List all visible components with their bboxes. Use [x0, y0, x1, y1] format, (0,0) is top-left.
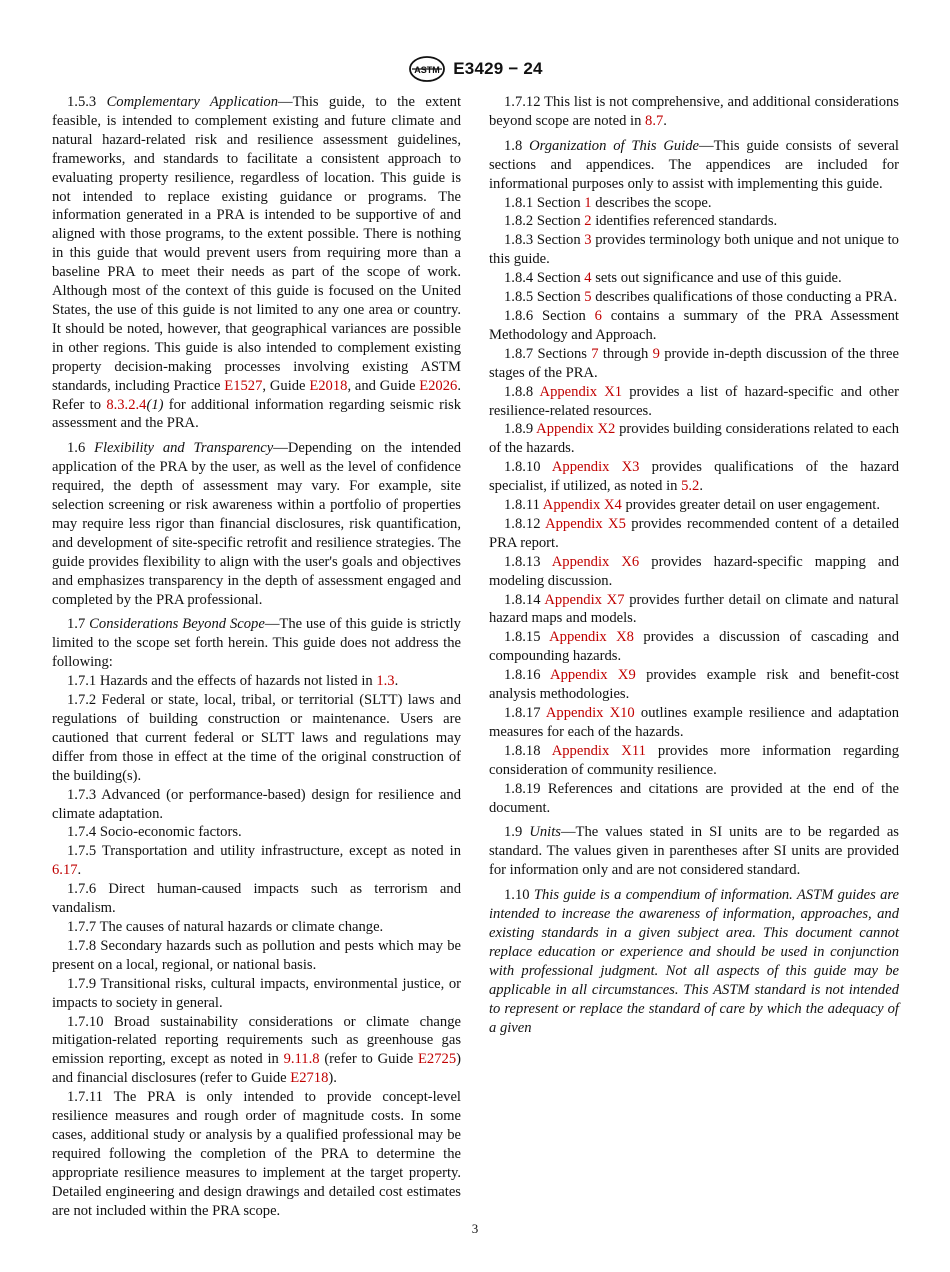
ref-e2725-link[interactable]: E2725	[418, 1051, 457, 1068]
ref-appendix-x2-link[interactable]: Appendix X2	[536, 421, 616, 438]
section-1-9: 1.9 Units—The values stated in SI units are to be regarded as standard. The values given in parentheses after SI units are provided for information only and are not considered standard.	[489, 824, 899, 879]
ref-section-5-link[interactable]: 5	[584, 289, 592, 306]
section-1-8-8: 1.8.8 Appendix X1 provides a list of hazard-specific and other resilience-related resources.	[489, 383, 899, 419]
section-1-7-8: 1.7.8 Secondary hazards such as pollution and pests which may be present on a local, regional, or national basis.	[52, 937, 461, 973]
section-1-7-6: 1.7.6 Direct human-caused impacts such as terrorism and vandalism.	[52, 881, 461, 917]
section-1-7-4: 1.7.4 Socio-economic factors.	[67, 824, 242, 841]
section-1-8-13: 1.8.13 Appendix X6 provides hazard-specific mapping and modeling discussion.	[489, 553, 900, 589]
section-1-10: 1.10 This guide is a compendium of information. ASTM guides are intended to increase the awareness of information, approaches, and existing standards in a given subject area. This document cannot replace education or experience and should be used in conjunction with professional judgment. Not all aspects of this guide may be applicable in all circumstances. This ASTM standard is not intended to represent or replace the standard of care by which the adequacy of a given	[489, 887, 899, 1036]
section-1-7-1: 1.7.1 Hazards and the effects of hazards not listed in 1.3.	[67, 673, 399, 690]
section-1-8-6: 1.8.6 Section 6 contains a summary of the PRA Assessment Methodology and Approach.	[489, 307, 899, 343]
ref-e2026-link[interactable]: E2026	[419, 377, 458, 394]
ref-appendix-x4-link[interactable]: Appendix X4	[542, 497, 622, 514]
ref-1-3-link[interactable]: 1.3	[376, 673, 395, 690]
ref-9-11-8-link[interactable]: 9.11.8	[283, 1051, 320, 1068]
ref-8-3-2-4-link[interactable]: 8.3.2.4	[106, 396, 147, 413]
ref-appendix-x1-link[interactable]: Appendix X1	[539, 383, 623, 400]
ref-8-7-link[interactable]: 8.7	[645, 112, 664, 129]
section-1-8-18: 1.8.18 Appendix X11 provides more information regarding consideration of community resilience.	[489, 742, 900, 778]
ref-6-17-link[interactable]: 6.17	[52, 862, 78, 879]
section-1-8-12: 1.8.12 Appendix X5 provides recommended content of a detailed PRA report.	[489, 515, 900, 551]
section-1-8-3: 1.8.3 Section 3 provides terminology both unique and not unique to this guide.	[489, 232, 899, 268]
section-1-7-11: 1.7.11 The PRA is only intended to provide concept-level resilience measures and rough order of magnitude costs. In some cases, additional study or analysis by a qualified professional may be required following the completion of the PRA to determine the appropriate resilience measures to implement at the target property. Detailed engineering and design drawings and detailed cost estimates are not included within the PRA scope.	[52, 1089, 461, 1219]
ref-appendix-x3-link[interactable]: Appendix X3	[551, 459, 640, 476]
ref-appendix-x7-link[interactable]: Appendix X7	[544, 591, 625, 608]
section-1-8-14: 1.8.14 Appendix X7 provides further detail on climate and natural hazard maps and models.	[489, 591, 899, 627]
section-1-7-9: 1.7.9 Transitional risks, cultural impacts, environmental justice, or impacts to society in general.	[52, 975, 461, 1011]
section-1-8-4: 1.8.4 Section 4 sets out significance and use of this guide.	[504, 270, 842, 287]
ref-section-2-link[interactable]: 2	[584, 213, 592, 230]
section-1-8-17: 1.8.17 Appendix X10 outlines example resilience and adaptation measures for each of the hazards.	[489, 705, 900, 740]
section-1-8-16: 1.8.16 Appendix X9 provides example risk and benefit-cost analysis methodologies.	[489, 667, 900, 703]
section-1-8-19: 1.8.19 References and citations are provided at the end of the document.	[489, 780, 899, 816]
ref-appendix-x9-link[interactable]: Appendix X9	[550, 667, 636, 684]
section-1-7-5: 1.7.5 Transportation and utility infrastructure, except as noted in 6.17.	[52, 843, 461, 879]
section-1-8-10: 1.8.10 Appendix X3 provides qualifications of the hazard specialist, if utilized, as noted in 5.2.	[489, 459, 899, 495]
ref-section-6-link[interactable]: 6	[594, 307, 602, 324]
section-1-5-3: 1.5.3 Complementary Application—This guide, to the extent feasible, is intended to complement existing and future climate and natural hazard-related risk and resilience assessment guidelines, frameworks, and standards to facilitate a consistent approach to evaluating property resilience, regardless of location. This guide is not intended to replace existing guidance or programs. The information generated in a PRA is intended to be supportive of and aligned with those programs, to the extent possible. There is nothing in this guide that would prevent users from requiring more than a baseline PRA to meet their needs as part of the scope of work. Although most of the context of this guide is focused on the United States, the use of this guide is not limited to any one area or country. It should be noted, however, that geographical variances are possible in other regions. This guide is also intended to complement existing property decision-making processes involving existing ASTM standards, including Practice E1527, Guide E2018, and Guide E2026. Refer to 8.3.2.4(1) for additional information regarding seismic risk assessment and the PRA.	[52, 94, 461, 432]
section-1-7-3: 1.7.3 Advanced (or performance-based) design for resilience and climate adaptation.	[52, 786, 461, 822]
ref-appendix-x5-link[interactable]: Appendix X5	[545, 515, 626, 532]
right-column	[489, 93, 899, 1037]
ref-section-9-link[interactable]: 9	[652, 345, 660, 362]
section-1-8-11: 1.8.11 Appendix X4 provides greater detail on user engagement.	[504, 497, 880, 514]
ref-appendix-x11-link[interactable]: Appendix X11	[551, 742, 646, 759]
ref-e2018-link[interactable]: E2018	[309, 377, 348, 394]
section-1-8-9: 1.8.9 Appendix X2 provides building considerations related to each of the hazards.	[489, 421, 899, 457]
section-1-8-2: 1.8.2 Section 2 identifies referenced standards.	[504, 213, 778, 230]
page-header	[0, 56, 950, 82]
svg-text:ASTM: ASTM	[414, 65, 441, 75]
left-column	[52, 93, 461, 1220]
section-1-7: 1.7 Considerations Beyond Scope—The use of this guide is strictly limited to the scope set forth herein. This guide does not address the following:	[52, 616, 461, 671]
document-id: E3429 − 24	[453, 59, 543, 78]
page-number: 3	[471, 1221, 479, 1236]
astm-logo-icon	[407, 56, 447, 82]
ref-e1527-link[interactable]: E1527	[224, 377, 263, 394]
ref-section-3-link[interactable]: 3	[584, 232, 592, 249]
ref-section-1-link[interactable]: 1	[584, 194, 592, 211]
ref-e2718-link[interactable]: E2718	[290, 1070, 329, 1087]
section-1-6: 1.6 Flexibility and Transparency—Depending on the intended application of the PRA by the user, as well as the level of confidence required, the depth of assessment may vary. For example, site selection screening or risk awareness within a portfolio of properties may require less rigor than financial disclosures, risk quantification, and development of site-specific retrofit and resilience strategies. The guide provides flexibility to align with the user's goals and objectives and emphasizes transparency in the depth of assessment engaged and completed by the PRA professional.	[52, 440, 461, 608]
section-1-7-10: 1.7.10 Broad sustainability considerations or climate change mitigation-related reporting requirements such as greenhouse gas emission reporting, except as noted in 9.11.8 (refer to Guide E2725) and financial disclosures (refer to Guide E2718).	[52, 1013, 461, 1087]
section-1-7-2: 1.7.2 Federal or state, local, tribal, or territorial (SLTT) laws and regulations of building construction or maintenance. Users are cautioned that current federal or SLTT laws and regulations may differ from those in effect at the time of the original construction of the building(s).	[52, 692, 461, 784]
section-1-8-7: 1.8.7 Sections 7 through 9 provide in-depth discussion of the three stages of the PRA.	[489, 345, 899, 381]
section-1-7-12: 1.7.12 This list is not comprehensive, and additional considerations beyond scope are noted in 8.7.	[489, 94, 899, 129]
ref-section-7-link[interactable]: 7	[591, 345, 599, 362]
ref-appendix-x8-link[interactable]: Appendix X8	[549, 629, 634, 646]
ref-appendix-x6-link[interactable]: Appendix X6	[551, 553, 640, 570]
section-1-8-5: 1.8.5 Section 5 describes qualifications of those conducting a PRA.	[504, 289, 898, 306]
ref-section-4-link[interactable]: 4	[584, 270, 592, 287]
section-1-8: 1.8 Organization of This Guide—This guide consists of several sections and appendices. The appendices are included for informational purposes only to assist with implementing this guide.	[489, 137, 899, 192]
section-1-8-1: 1.8.1 Section 1 describes the scope.	[504, 194, 712, 211]
ref-appendix-x10-link[interactable]: Appendix X10	[545, 705, 635, 721]
section-1-7-7: 1.7.7 The causes of natural hazards or climate change.	[67, 918, 384, 935]
section-1-8-15: 1.8.15 Appendix X8 provides a discussion of cascading and compounding hazards.	[489, 629, 900, 665]
ref-5-2-link[interactable]: 5.2	[681, 478, 700, 495]
